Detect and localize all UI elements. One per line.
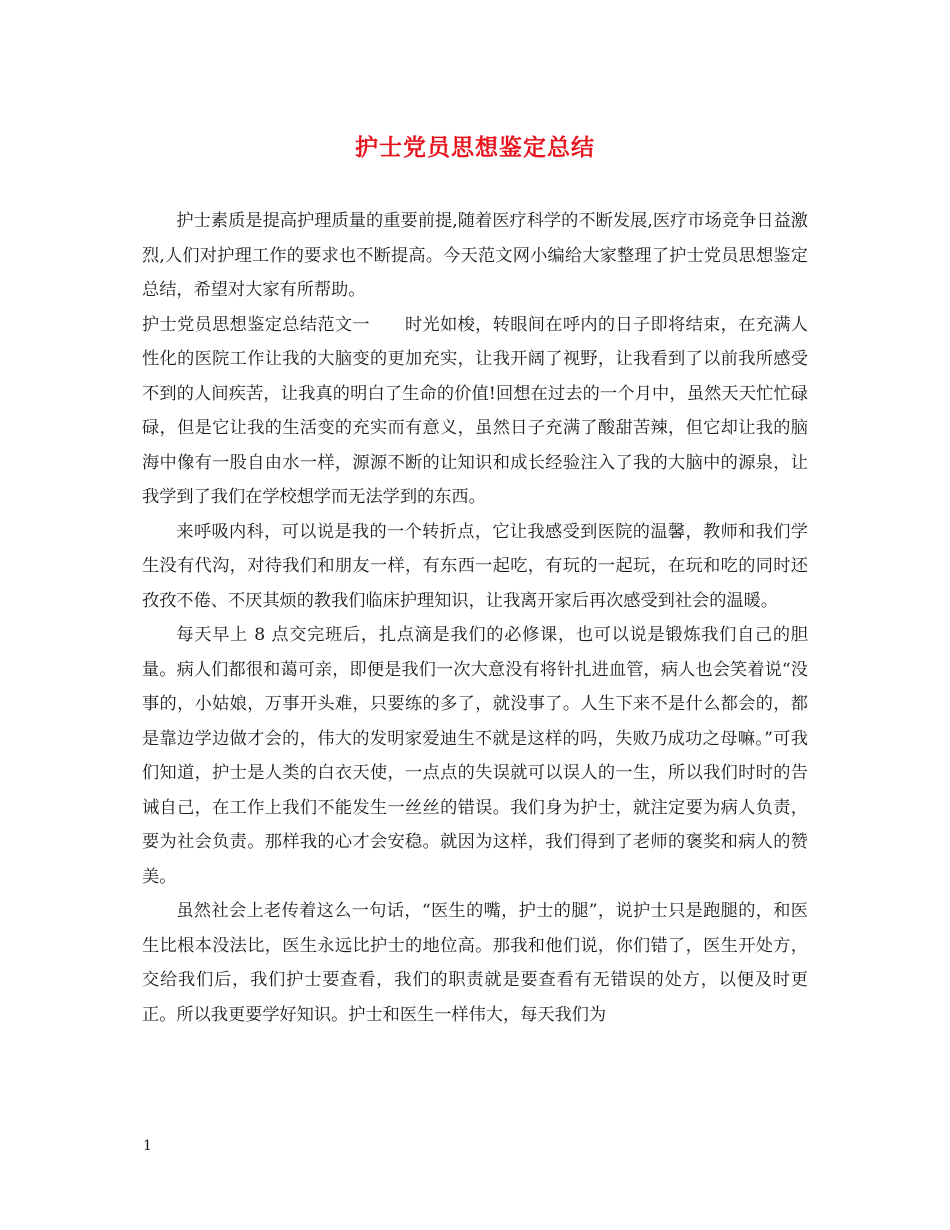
respiratory-dept-paragraph: 来呼吸内科，可以说是我的一个转折点，它让我感受到医院的温馨，教师和我们学生没有代沟，对待我们和朋友一样，有东西一起吃，有玩的一起玩，在玩和吃的同时还孜孜不倦、不厌其烦的教我们临床护理知识，让我离开家后再次感受到社会的温暖。 xyxy=(142,521,808,611)
daily-routine-paragraph: 每天早上 8 点交完班后，扎点滴是我们的必修课，也可以说是锻炼我们自己的胆量。病人们都很和蔼可亲，即便是我们一次大意没有将针扎进血管，病人也会笑着说“没事的，小姑娘，万事开头难，只要练的多了，就没事了。人生下来不是什么都会的，都是靠边学边做才会的，伟大的发明家爱迪生不就是这样的吗，失败乃成功之母嘛。”可我们知道，护士是人类的白衣天使，一点点的失误就可以误人的一生，所以我们时时的告诫自己，在工作上我们不能发生一丝丝的错误。我们身为护士，就注定要为病人负责，要为社会负责。那样我的心才会安稳。就因为这样，我们得到了老师的褒奖和病人的赞美。 xyxy=(142,625,808,887)
document-title: 护士党员思想鉴定总结 xyxy=(355,134,595,161)
document-body xyxy=(142,204,808,1032)
page-number: 1 xyxy=(143,1138,152,1154)
nurse-role-paragraph: 虽然社会上老传着这么一句话，“医生的嘴，护士的腿”，说护士只是跑腿的，和医生比根本没法比，医生永远比护士的地位高。那我和他们说，你们错了，医生开处方，交给我们后，我们护士要查看，我们的职责就是要查看有无错误的处方，以便及时更正。所以我更要学好知识。护士和医生一样伟大，每天我们为 xyxy=(142,901,808,1025)
sample-one-paragraph: 护士党员思想鉴定总结范文一 时光如梭，转眼间在呼内的日子即将结束，在充满人性化的医院工作让我的大脑变的更加充实，让我开阔了视野，让我看到了以前我所感受不到的人间疾苦，让我真的明白了生命的价值!回想在过去的一个月中，虽然天天忙忙碌碌，但是它让我的生活变的充实而有意义，虽然日子充满了酸甜苦辣，但它却让我的脑海中像有一股自由水一样，源源不断的让知识和成长经验注入了我的大脑中的源泉，让我学到了我们在学校想学而无法学到的东西。 xyxy=(142,314,808,507)
intro-paragraph: 护士素质是提高护理质量的重要前提,随着医疗科学的不断发展,医疗市场竞争日益激烈,人们对护理工作的要求也不断提高。今天范文网小编给大家整理了护士党员思想鉴定总结，希望对大家有所帮助。 xyxy=(142,211,808,300)
